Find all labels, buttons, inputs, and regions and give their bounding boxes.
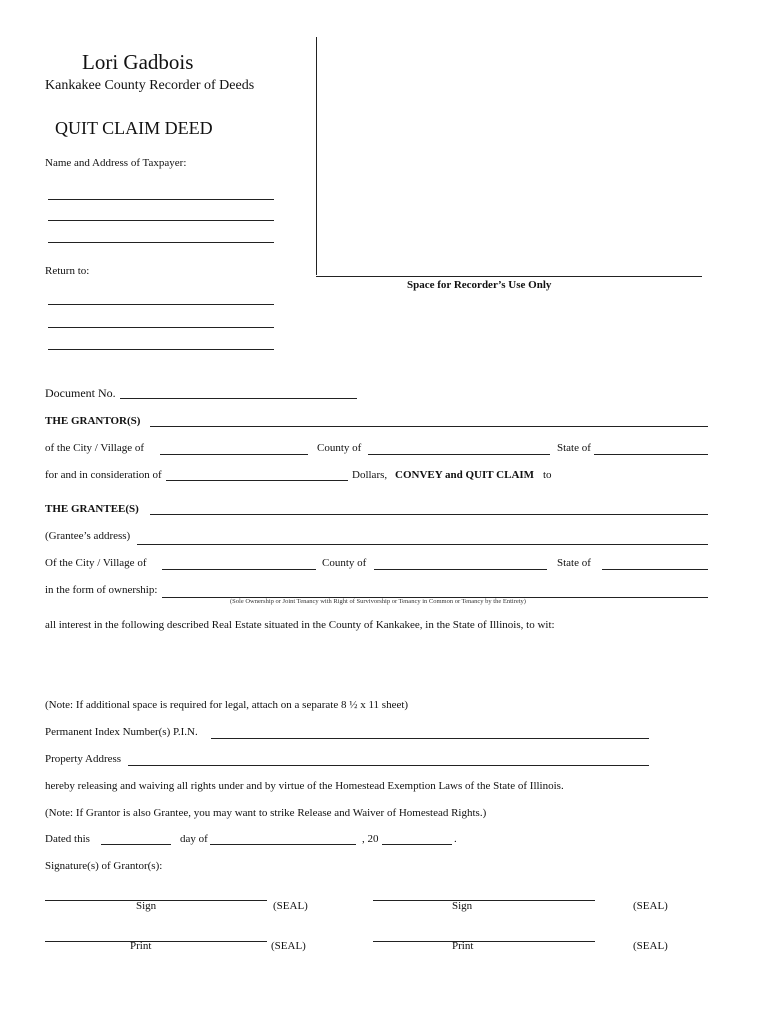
- property-address-label: Property Address: [45, 753, 122, 765]
- sign-label-left: Sign: [136, 900, 157, 912]
- grantee-city-field[interactable]: [162, 555, 316, 570]
- grantee-address-field[interactable]: [137, 530, 708, 545]
- recorder-box-label: Space for Recorder’s Use Only: [407, 279, 552, 291]
- taxpayer-label: Name and Address of Taxpayer:: [45, 157, 187, 169]
- seal-label-print-left: (SEAL): [271, 940, 306, 952]
- grantee-label: THE GRANTEE(S): [45, 503, 139, 515]
- property-address-field[interactable]: [128, 751, 649, 766]
- taxpayer-line-1[interactable]: [48, 185, 274, 200]
- grantor-state-field[interactable]: [594, 440, 708, 455]
- dated-label: Dated this: [45, 833, 90, 845]
- grantee-name-field[interactable]: [150, 500, 708, 515]
- recorder-office: Kankakee County Recorder of Deeds: [45, 78, 255, 93]
- grantee-address-label: (Grantee’s address): [45, 530, 131, 542]
- grantee-county-field[interactable]: [374, 555, 547, 570]
- grantor-county-label: County of: [317, 442, 362, 454]
- year-prefix: , 20: [362, 833, 379, 845]
- pin-field[interactable]: [211, 724, 649, 739]
- note-grantor: (Note: If Grantor is also Grantee, you may want to strike Release and Waiver of Homestead Rights.): [45, 807, 487, 819]
- document-no-field[interactable]: [120, 384, 357, 399]
- homestead-text: hereby releasing and waiving all rights under and by virtue of the Homestead Exemption Laws of the State of Illinois.: [45, 780, 564, 792]
- sign-line-left[interactable]: [45, 886, 267, 901]
- taxpayer-line-2[interactable]: [48, 206, 274, 221]
- sign-label-right: Sign: [452, 900, 473, 912]
- grantor-label: THE GRANTOR(S): [45, 415, 141, 427]
- dated-day-field[interactable]: [101, 830, 171, 845]
- grantor-city-field[interactable]: [160, 440, 308, 455]
- recorder-box-bottom-border: [316, 276, 702, 277]
- sign-line-right[interactable]: [373, 886, 595, 901]
- recorder-name: Lori Gadbois: [82, 50, 194, 74]
- ownership-field[interactable]: [162, 583, 708, 598]
- dated-month-field[interactable]: [210, 830, 356, 845]
- return-to-line-3[interactable]: [48, 335, 274, 350]
- pin-label: Permanent Index Number(s) P.I.N.: [45, 726, 198, 738]
- grantee-state-field[interactable]: [602, 555, 708, 570]
- consideration-label: for and in consideration of: [45, 469, 162, 481]
- return-to-line-1[interactable]: [48, 290, 274, 305]
- dated-period: .: [454, 833, 457, 845]
- ownership-label: in the form of ownership:: [45, 584, 158, 596]
- consideration-field[interactable]: [166, 466, 348, 481]
- dollars-label: Dollars,: [352, 469, 388, 481]
- grantor-county-field[interactable]: [368, 440, 550, 455]
- signatures-label: Signature(s) of Grantor(s):: [45, 860, 163, 872]
- seal-label-sign-left: (SEAL): [273, 900, 308, 912]
- dated-year-field[interactable]: [382, 830, 452, 845]
- interest-text: all interest in the following described Real Estate situated in the County of Kankakee, in the State of Illinois, to wit:: [45, 619, 555, 631]
- print-label-right: Print: [452, 940, 474, 952]
- grantee-city-label: Of the City / Village of: [45, 557, 147, 569]
- print-line-left[interactable]: [45, 927, 267, 942]
- seal-label-print-right: (SEAL): [633, 940, 668, 952]
- return-to-line-2[interactable]: [48, 313, 274, 328]
- note-legal: (Note: If additional space is required for legal, attach on a separate 8 ½ x 11 sheet): [45, 699, 409, 711]
- grantee-county-label: County of: [322, 557, 367, 569]
- grantor-state-label: State of: [557, 442, 591, 454]
- grantor-city-label: of the City / Village of: [45, 442, 145, 454]
- return-to-label: Return to:: [45, 265, 90, 277]
- recorder-box-left-border: [316, 37, 317, 275]
- grantor-name-field[interactable]: [150, 412, 708, 427]
- print-line-right[interactable]: [373, 927, 595, 942]
- seal-label-sign-right: (SEAL): [633, 900, 668, 912]
- grantee-state-label: State of: [557, 557, 591, 569]
- document-title: QUIT CLAIM DEED: [55, 118, 213, 138]
- taxpayer-line-3[interactable]: [48, 228, 274, 243]
- convey-label: CONVEY and QUIT CLAIM: [395, 469, 535, 481]
- convey-to-label: to: [543, 469, 552, 481]
- ownership-hint: (Sole Ownership or Joint Tenancy with Right of Survivorship or Tenancy in Common or Tenancy by the Entirety): [230, 598, 526, 605]
- day-of-label: day of: [180, 833, 208, 845]
- document-no-label: Document No.: [45, 386, 116, 400]
- print-label-left: Print: [130, 940, 152, 952]
